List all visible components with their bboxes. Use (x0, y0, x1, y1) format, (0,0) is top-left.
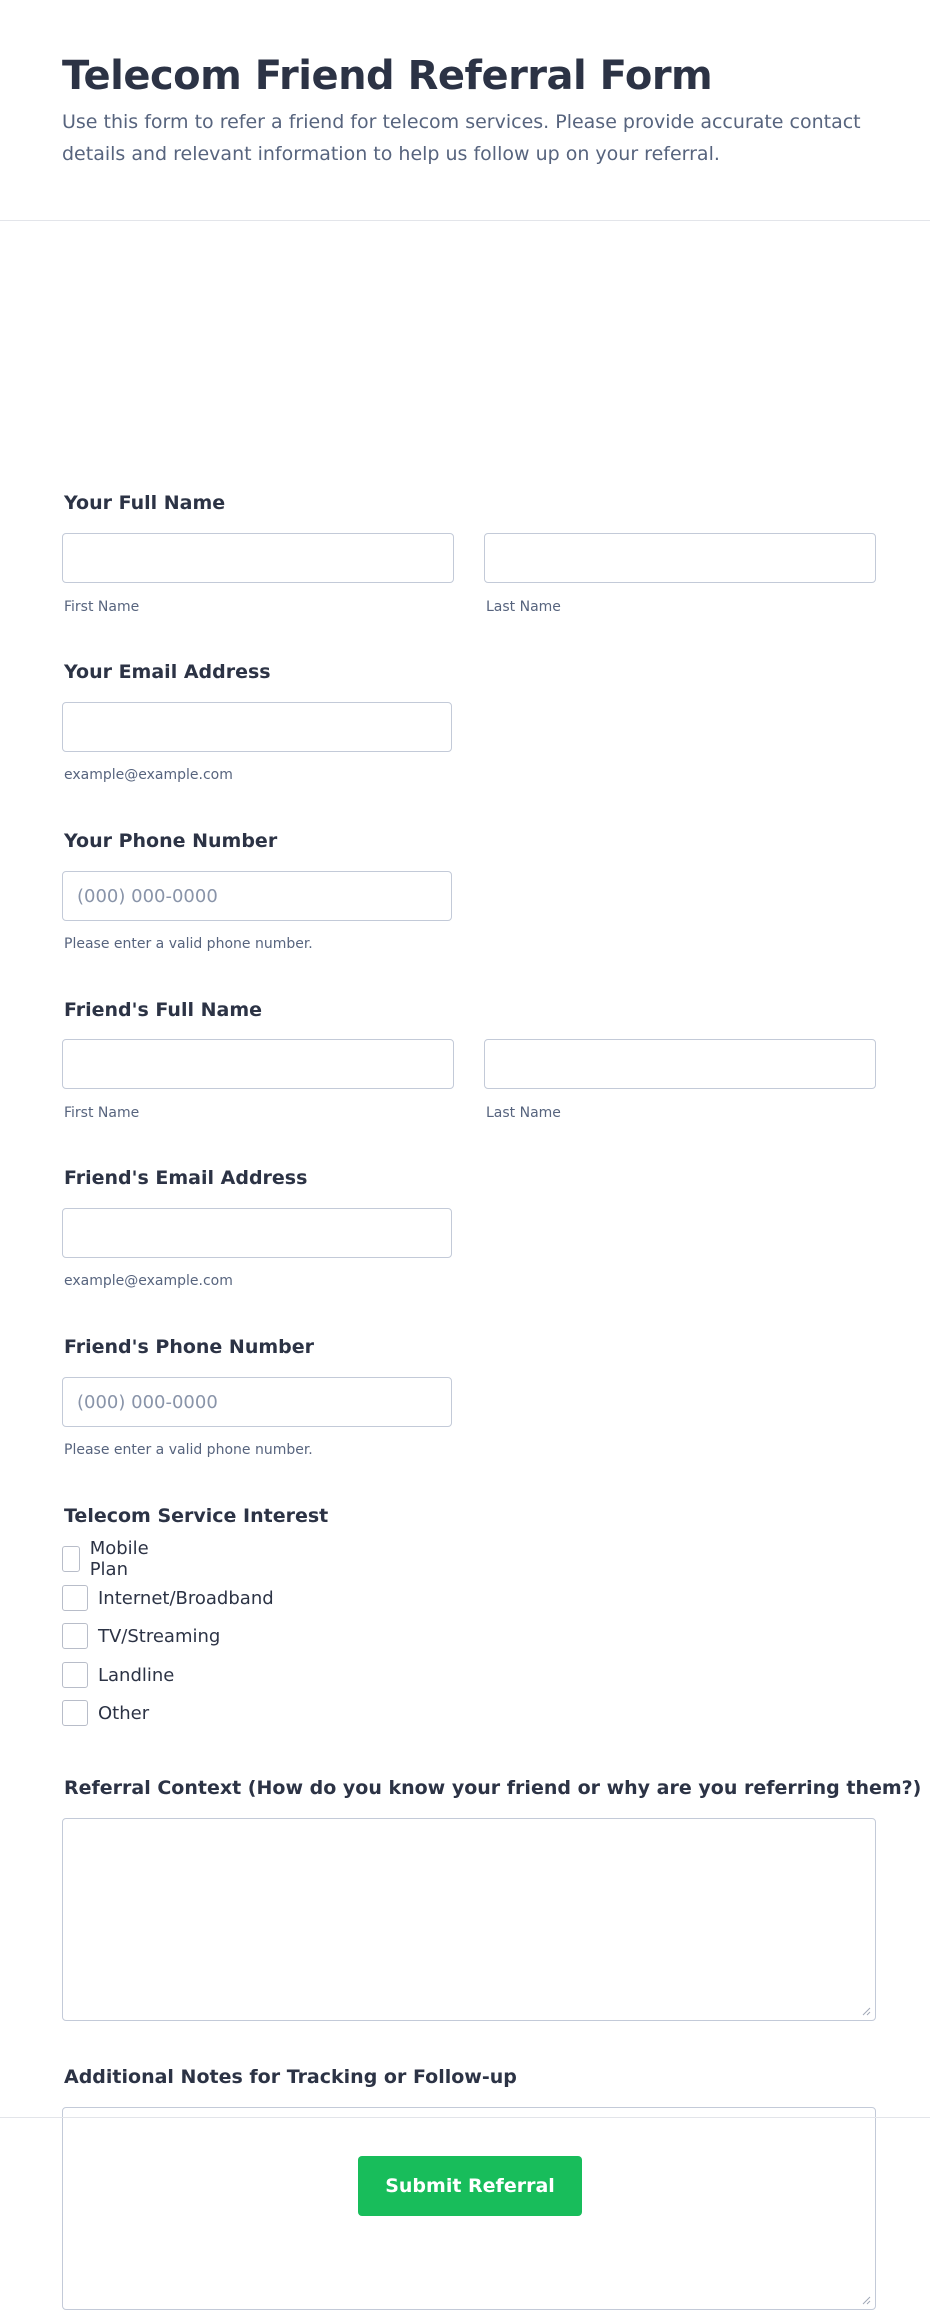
checkbox-label: TV/Streaming (98, 1625, 221, 1647)
friend-first-name-sublabel: First Name (64, 1105, 140, 1121)
referral-context-label: Referral Context (How do you know your friend or why are you referring them?) (64, 1777, 922, 1799)
checkbox[interactable] (62, 1623, 88, 1649)
your-phone-sublabel: Please enter a valid phone number. (64, 936, 313, 952)
friend-name-label: Friend's Full Name (64, 999, 263, 1021)
checkbox-option-tv-streaming[interactable] (62, 1623, 220, 1649)
additional-notes-label: Additional Notes for Tracking or Follow-up (64, 2066, 517, 2088)
checkbox-option-other[interactable] (62, 1700, 149, 1726)
your-email-sublabel: example@example.com (64, 767, 233, 783)
resize-handle-icon[interactable] (861, 2006, 871, 2016)
page-title: Telecom Friend Referral Form (62, 53, 713, 99)
checkbox[interactable] (62, 1546, 80, 1572)
checkbox-option-landline[interactable] (62, 1662, 174, 1688)
checkbox-label: Internet/Broadband (98, 1587, 274, 1609)
service-interest-label: Telecom Service Interest (64, 1505, 329, 1527)
your-phone-label: Your Phone Number (64, 830, 278, 852)
checkbox-label: Mobile Plan (89, 1538, 149, 1580)
friend-last-name-sublabel: Last Name (486, 1105, 561, 1121)
page-subtitle: Use this form to refer a friend for telecom services. Please provide accurate contact details and relevant information to help us follow up on your referral. (62, 111, 861, 165)
friend-first-name-input[interactable] (62, 1039, 454, 1089)
checkbox-option-internet-broadband[interactable] (62, 1585, 274, 1611)
form-header (0, 0, 930, 221)
your-last-name-sublabel: Last Name (486, 599, 561, 615)
checkbox[interactable] (62, 1662, 88, 1688)
your-first-name-input[interactable] (62, 533, 454, 583)
checkbox[interactable] (62, 1700, 88, 1726)
your-email-label: Your Email Address (64, 661, 271, 683)
checkbox-label: Other (98, 1702, 150, 1724)
checkbox[interactable] (62, 1585, 88, 1611)
resize-handle-icon[interactable] (861, 2295, 871, 2305)
friend-last-name-input[interactable] (484, 1039, 876, 1089)
friend-email-label: Friend's Email Address (64, 1167, 308, 1189)
submit-referral-button[interactable]: Submit Referral (358, 2156, 582, 2216)
your-phone-input[interactable] (62, 871, 452, 921)
form-footer (0, 2117, 930, 2264)
your-first-name-sublabel: First Name (64, 599, 140, 615)
your-name-label: Your Full Name (64, 492, 226, 514)
referral-context-textarea[interactable] (62, 1818, 876, 2021)
friend-email-sublabel: example@example.com (64, 1273, 233, 1289)
checkbox-option-mobile-plan[interactable] (62, 1538, 157, 1580)
your-last-name-input[interactable] (484, 533, 876, 583)
friend-phone-sublabel: Please enter a valid phone number. (64, 1442, 313, 1458)
friend-email-input[interactable] (62, 1208, 452, 1258)
friend-phone-input[interactable] (62, 1377, 452, 1427)
checkbox-label: Landline (98, 1664, 175, 1686)
friend-phone-label: Friend's Phone Number (64, 1336, 315, 1358)
your-email-input[interactable] (62, 702, 452, 752)
